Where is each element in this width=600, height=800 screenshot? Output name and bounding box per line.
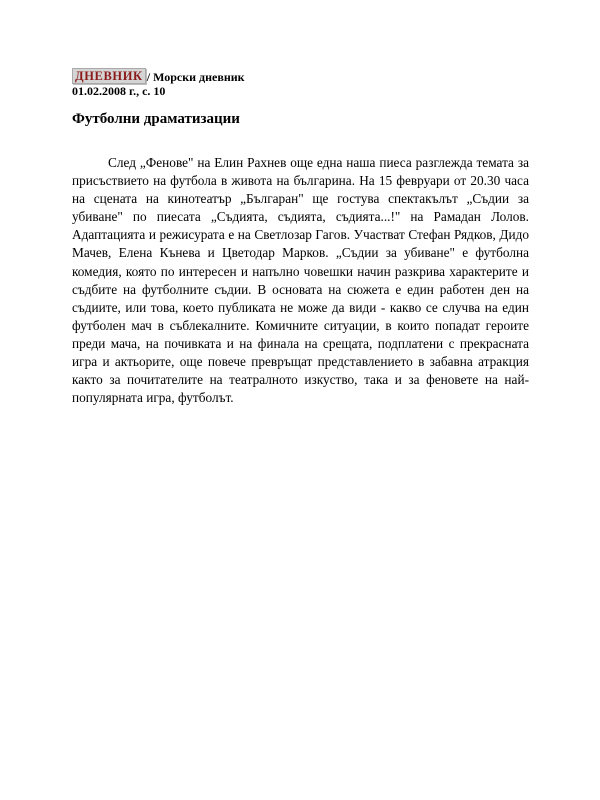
publication-name: Морски дневник xyxy=(153,70,245,84)
article-title: Футболни драматизации xyxy=(72,111,240,127)
source-line xyxy=(72,66,245,84)
article-body: След „Фенове" на Елин Рахнев още една наша пиеса разглежда темата за присъствието на футбола в живота на българина. На 15 февруари от 20.30 часа на сцената на кинотеатър „Българан" ще гостува спектакълът „Съдии за убиване" по пиесата „Съдията, съдията, съдията...!" на Рамадан Лолов. Адаптацията и режисурата е на Светлозар Гагов. Участват Стефан Рядков, Дидо Мачев, Елена Кънева и Цветодар Марков. „Съдии за убиване" е футболна комедия, която по интересен и напълно човешки начин разкрива характерите и съдбите на футболните съдии. В основата на сюжета е един работен ден на съдиите, или това, което публиката не може да види - какво се случва на един футболен мач в съблекалните. Комичните ситуации, в които попадат героите преди мача, на почивката и на финала на срещата, подплатени с прекрасната игра и актьорите, още повече превръщат представлението в забавна атракция както за почитателите на театралното изкуство, така и за феновете на най-популярната игра, футболът. xyxy=(72,155,529,406)
source-separator: / xyxy=(146,70,151,84)
dnevnik-logo: ДНЕВНИК xyxy=(72,68,146,84)
date-page-line: 01.02.2008 г., с. 10 xyxy=(72,84,166,98)
